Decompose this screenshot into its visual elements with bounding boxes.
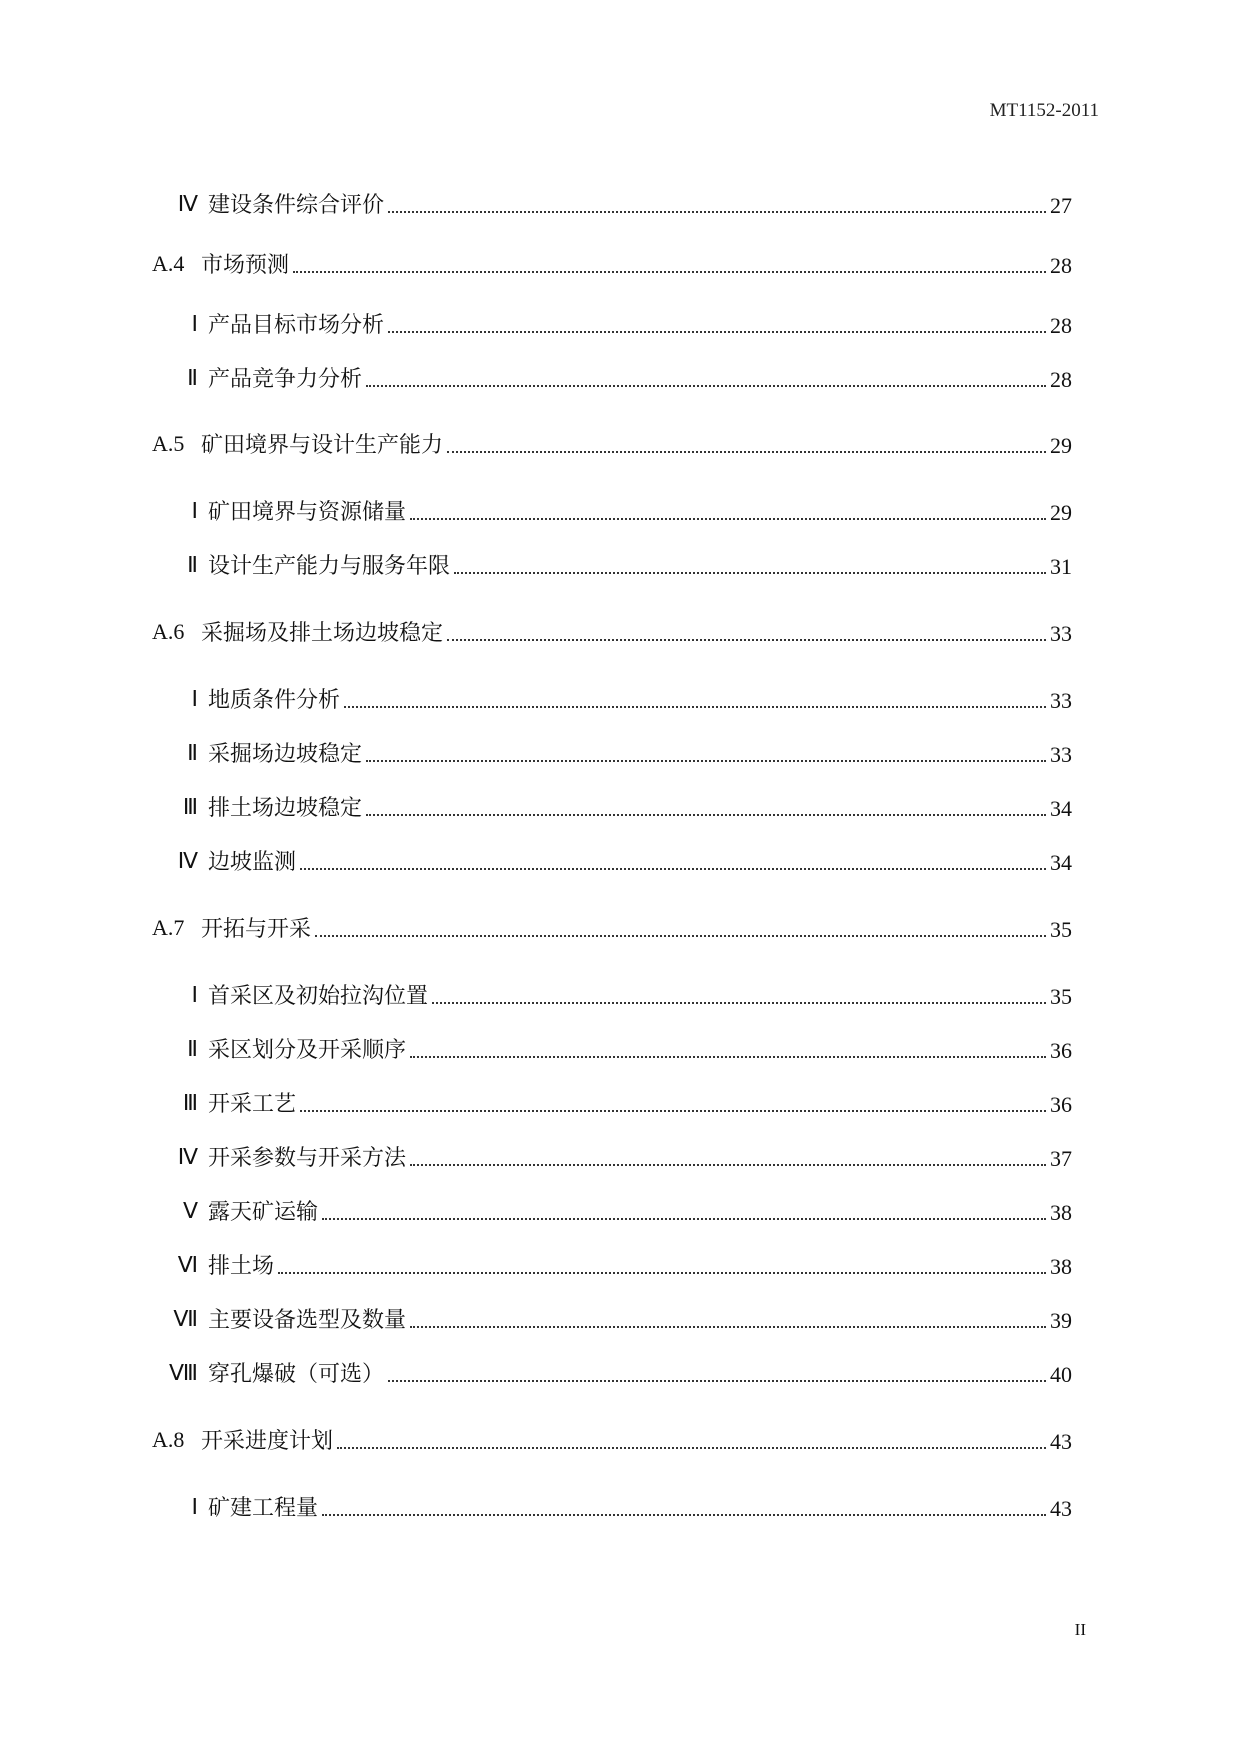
toc-entry-number: A.8 [152, 1427, 185, 1452]
toc-entry-number: A.6 [152, 619, 185, 644]
toc-entry-title: 采掘场边坡稳定 [208, 742, 363, 767]
toc-entry-page: 29 [1050, 500, 1072, 525]
toc-entry-title: 开采参数与开采方法 [208, 1146, 407, 1171]
toc-entry-page: 43 [1050, 1429, 1072, 1454]
toc-entry-page: 29 [1050, 433, 1072, 458]
toc-entry[interactable] [0, 683, 1241, 715]
toc-leader-dots [410, 1325, 1046, 1328]
toc-entry-page: 36 [1050, 1092, 1072, 1117]
toc-entry-title: 排土场边坡稳定 [208, 796, 363, 821]
toc-entry-number: A.5 [152, 431, 185, 456]
toc-entry-title: 穿孔爆破（可选） [208, 1362, 385, 1387]
toc-entry-number: Ⅲ [182, 794, 198, 819]
toc-entry-number: Ⅷ [169, 1360, 198, 1385]
toc-entry-page: 33 [1050, 742, 1072, 767]
toc-entry-number: Ⅱ [187, 1036, 198, 1061]
toc-entry-number: Ⅱ [187, 552, 198, 577]
toc-entry-title: 建设条件综合评价 [208, 193, 385, 218]
toc-entry-number: Ⅰ [191, 686, 198, 711]
toc-entry[interactable] [0, 1033, 1241, 1065]
toc-entry-number: A.4 [152, 251, 185, 276]
toc-leader-dots [454, 571, 1046, 574]
toc-entry-title: 开采进度计划 [201, 1429, 334, 1454]
toc-entry[interactable] [0, 495, 1241, 527]
toc-leader-dots [432, 1001, 1046, 1004]
toc-entry-page: 28 [1050, 253, 1072, 278]
toc-entry-number: Ⅶ [173, 1306, 198, 1331]
toc-entry-number: Ⅳ [177, 848, 198, 873]
toc-entry[interactable] [0, 1195, 1241, 1227]
toc-entry-title: 地质条件分析 [208, 688, 341, 713]
toc-leader-dots [410, 517, 1046, 520]
toc-entry-page: 34 [1050, 850, 1072, 875]
toc-entry-page: 33 [1050, 688, 1072, 713]
toc-entry[interactable] [0, 308, 1241, 340]
document-code: MT1152-2011 [989, 100, 1099, 121]
toc-leader-dots [447, 638, 1046, 641]
toc-entry-page: 35 [1050, 917, 1072, 942]
toc-entry-page: 38 [1050, 1254, 1072, 1279]
toc-entry-title: 设计生产能力与服务年限 [208, 554, 451, 579]
toc-entry-number: Ⅰ [191, 311, 198, 336]
toc-leader-dots [366, 384, 1046, 387]
toc-entry[interactable] [0, 979, 1241, 1011]
toc-entry[interactable] [0, 616, 1241, 648]
toc-entry-title: 首采区及初始拉沟位置 [208, 984, 429, 1009]
toc-leader-dots [410, 1055, 1046, 1058]
toc-entry[interactable] [0, 248, 1241, 280]
toc-entry-page: 28 [1050, 367, 1072, 392]
toc-leader-dots [293, 270, 1046, 273]
toc-entry[interactable] [0, 549, 1241, 581]
toc-entry-page: 28 [1050, 313, 1072, 338]
toc-entry-title: 露天矿运输 [208, 1200, 319, 1225]
toc-entry[interactable] [0, 1249, 1241, 1281]
toc-entry-title: 矿建工程量 [208, 1496, 319, 1521]
toc-entry-page: 39 [1050, 1308, 1072, 1333]
toc-entry-number: Ⅱ [187, 740, 198, 765]
toc-entry[interactable] [0, 362, 1241, 394]
toc-entry-title: 开采工艺 [208, 1092, 297, 1117]
toc-entry-page: 33 [1050, 621, 1072, 646]
toc-entry-title: 主要设备选型及数量 [208, 1308, 407, 1333]
toc-leader-dots [322, 1513, 1046, 1516]
toc-entry[interactable] [0, 912, 1241, 944]
toc-entry-page: 35 [1050, 984, 1072, 1009]
toc-entry-number: Ⅳ [177, 1144, 198, 1169]
toc-leader-dots [322, 1217, 1046, 1220]
toc-leader-dots [388, 1379, 1046, 1382]
toc-entry[interactable] [0, 845, 1241, 877]
toc-entry-title: 采区划分及开采顺序 [208, 1038, 407, 1063]
toc-entry-number: A.7 [152, 915, 185, 940]
toc-entry[interactable] [0, 1491, 1241, 1523]
toc-entry[interactable] [0, 791, 1241, 823]
toc-leader-dots [300, 867, 1046, 870]
toc-entry-title: 开拓与开采 [201, 917, 312, 942]
toc-entry-page: 43 [1050, 1496, 1072, 1521]
toc-entry[interactable] [0, 1424, 1241, 1456]
toc-entry-title: 排土场 [208, 1254, 275, 1279]
toc-entry-page: 34 [1050, 796, 1072, 821]
toc-entry-number: Ⅵ [177, 1252, 198, 1277]
toc-entry-title: 产品竞争力分析 [208, 367, 363, 392]
toc-entry-number: Ⅴ [182, 1198, 198, 1223]
toc-entry-title: 产品目标市场分析 [208, 313, 385, 338]
toc-entry-number: Ⅰ [191, 498, 198, 523]
toc-leader-dots [410, 1163, 1046, 1166]
toc-entry[interactable] [0, 1303, 1241, 1335]
toc-leader-dots [344, 705, 1046, 708]
toc-entry-page: 31 [1050, 554, 1072, 579]
page-number: II [1074, 1620, 1086, 1639]
toc-entry[interactable] [0, 428, 1241, 460]
toc-entry-number: Ⅰ [191, 982, 198, 1007]
toc-entry-number: Ⅱ [187, 365, 198, 390]
toc-entry[interactable] [0, 1087, 1241, 1119]
toc-entry-title: 矿田境界与资源储量 [208, 500, 407, 525]
toc-leader-dots [366, 759, 1046, 762]
toc-leader-dots [388, 330, 1046, 333]
toc-leader-dots [278, 1271, 1046, 1274]
toc-entry-number: Ⅲ [182, 1090, 198, 1115]
toc-entry-number: Ⅳ [177, 191, 198, 216]
toc-entry[interactable] [0, 737, 1241, 769]
toc-entry-page: 40 [1050, 1362, 1072, 1387]
toc-entry-title: 市场预测 [201, 253, 290, 278]
toc-leader-dots [315, 934, 1046, 937]
toc-entry-page: 27 [1050, 193, 1072, 218]
toc-entry-page: 38 [1050, 1200, 1072, 1225]
toc-entry-page: 36 [1050, 1038, 1072, 1063]
toc-entry[interactable] [0, 188, 1241, 220]
toc-entry-title: 矿田境界与设计生产能力 [201, 433, 444, 458]
toc-entry[interactable] [0, 1141, 1241, 1173]
toc-entry-page: 37 [1050, 1146, 1072, 1171]
toc-leader-dots [337, 1446, 1046, 1449]
toc-entry-number: Ⅰ [191, 1494, 198, 1519]
toc-leader-dots [366, 813, 1046, 816]
toc-leader-dots [300, 1109, 1046, 1112]
toc-entry[interactable] [0, 1357, 1241, 1389]
toc-leader-dots [447, 450, 1046, 453]
toc-leader-dots [388, 210, 1046, 213]
toc-entry-title: 采掘场及排土场边坡稳定 [201, 621, 444, 646]
toc-entry-title: 边坡监测 [208, 850, 297, 875]
